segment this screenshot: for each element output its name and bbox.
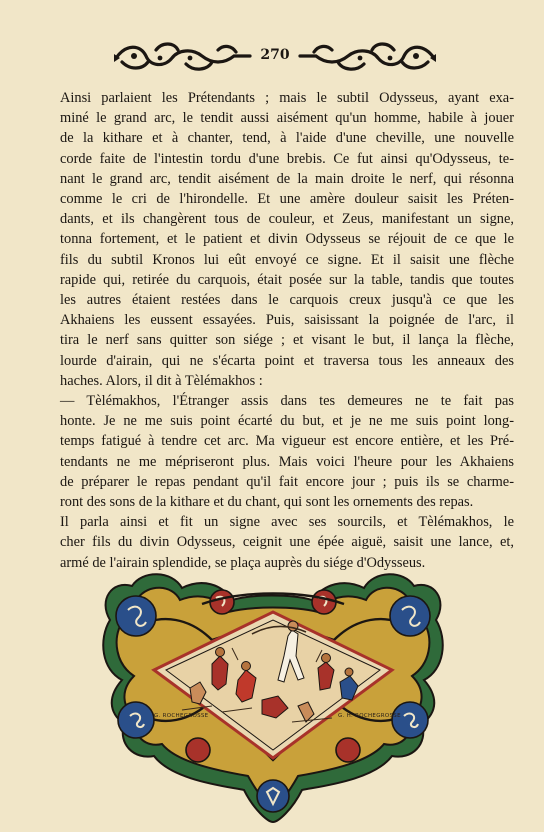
text-line: nant le grand arc, tendit aisément de la main droite le nerf, qui résonna bbox=[60, 170, 514, 187]
text-line: tira le nerf sans quitter son siége ; et visant le but, il lança la flèche, bbox=[60, 332, 514, 349]
text-line: tendants ne me mépriseront plus. Mais voici l'heure pour les Akhaiens bbox=[60, 453, 514, 470]
text-line: honte. Je ne me suis point écarté du but, et je ne me suis point long- bbox=[60, 413, 514, 430]
text-line: fils du subtil Kronos lui eût envoyé ce signe. Et il saisit une flèche bbox=[60, 251, 514, 268]
text-line: ront des sons de la kithare et du chant, qui sont les ornements des repas. bbox=[60, 494, 474, 511]
paragraph bbox=[60, 391, 514, 512]
text-line: corde faite de l'intestin tordu d'une brebis. Ce fut ainsi qu'Odysseus, te- bbox=[60, 150, 514, 167]
celtic-frame-illustration-icon bbox=[92, 560, 454, 832]
illustrator-signature-left: G. ROCHEGROSSE bbox=[154, 713, 209, 719]
text-line: comme le cri de l'hirondelle. Et une amère douleur saisit les Préten- bbox=[60, 191, 514, 208]
illustration-vignette bbox=[92, 560, 454, 832]
text-line: de préparer le repas pendant qu'il fait encore jour ; puis ils se charme- bbox=[60, 473, 514, 490]
text-line: haches. Alors, il dit à Tèlémakhos : bbox=[60, 372, 263, 389]
text-line: rapide qui, retirée du carquois, était posée sur la table, tandis que toutes bbox=[60, 271, 514, 288]
text-line: lourde d'airain, qui ne s'écarta point et traversa tous les anneaux des bbox=[60, 352, 514, 369]
text-line: armé de l'airain splendide, se plaça auprès du siége d'Odysseus. bbox=[60, 554, 426, 571]
illustrator-signature-right: G. H. ROCHEGROSSE bbox=[338, 713, 401, 719]
text-line: les autres étaient restées dans le carquois creux jusqu'à ce que les bbox=[60, 292, 514, 309]
page-number: 270 bbox=[260, 47, 290, 63]
paragraph bbox=[60, 88, 514, 391]
text-line: miné le grand arc, le tendit aussi aisément qu'un homme, habile à jouer bbox=[60, 110, 514, 127]
text-line: temps fatigué à tendre cet arc. Ma vigueur est encore entière, et les Pré- bbox=[60, 433, 514, 450]
text-line: Ainsi parlaient les Prétendants ; mais le subtil Odysseus, ayant exa- bbox=[60, 90, 514, 106]
text-line: tonna fortement, et le patient et divin Odysseus se réjouit de ce que le bbox=[60, 231, 514, 248]
text-line: — Tèlémakhos, l'Étranger assis dans tes demeures ne te fait pas bbox=[60, 393, 514, 410]
body-text bbox=[60, 88, 514, 573]
text-line: Akhaiens les eussent essayées. Puis, saisissant la poignée de l'arc, il bbox=[60, 312, 514, 329]
page-header-ornament bbox=[112, 38, 438, 76]
text-line: de la kithare et à chanter, tend, à l'aide d'une cheville, une nouvelle bbox=[60, 130, 514, 147]
text-line: cher fils du divin Odysseus, ceignit une épée aiguë, saisit une lance, et, bbox=[60, 534, 514, 551]
text-line: Il parla ainsi et fit un signe avec ses sourcils, et Tèlémakhos, le bbox=[60, 514, 514, 531]
text-line: dants, et ils changèrent tous de couleur, et Zeus, manifestant un signe, bbox=[60, 211, 514, 228]
